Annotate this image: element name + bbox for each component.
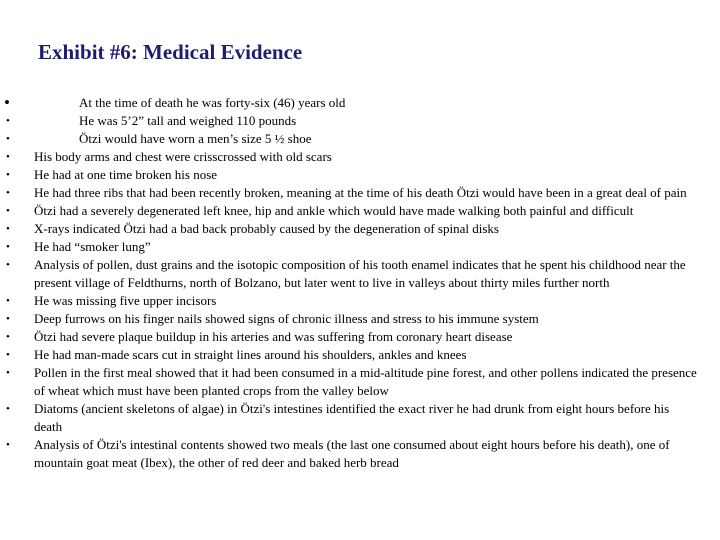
list-item [0, 238, 700, 256]
list-item-text: X-rays indicated Ötzi had a bad back probably caused by the degeneration of spinal disks [34, 221, 499, 236]
bullet-icon: • [6, 223, 10, 235]
list-item-text: He was missing five upper incisors [34, 293, 217, 308]
list-item-text: His body arms and chest were crisscrossed with old scars [34, 149, 332, 164]
bullet-icon: • [6, 439, 10, 451]
list-item [0, 94, 700, 112]
bullet-icon: • [6, 205, 10, 217]
bullet-icon: • [6, 151, 10, 163]
list-item-text: He had “smoker lung” [34, 239, 151, 254]
bullet-icon: • [6, 133, 10, 145]
bullet-icon: • [4, 93, 10, 112]
slide-title: Exhibit #6: Medical Evidence [38, 40, 303, 64]
list-item [0, 400, 700, 436]
list-item [0, 202, 700, 220]
list-item [0, 184, 700, 202]
list-item-text: Deep furrows on his finger nails showed signs of chronic illness and stress to his immune system [34, 311, 539, 326]
list-item-text: Ötzi would have worn a men’s size 5 ½ shoe [79, 131, 312, 146]
bullet-icon: • [6, 115, 10, 127]
list-item [0, 328, 700, 346]
list-item-text: Pollen in the first meal showed that it had been consumed in a mid-altitude pine forest, and other pollens indicated the presence of wheat which must have been planted crops from the valley below [34, 365, 697, 398]
list-item [0, 436, 700, 472]
list-item [0, 130, 700, 148]
list-item-text: Analysis of pollen, dust grains and the isotopic composition of his tooth enamel indicates that he spent his childhood near the present village of Feldthurns, north of Bolzano, but later went to live in valleys about thirty miles further north [34, 257, 686, 290]
list-item-text: Ötzi had a severely degenerated left knee, hip and ankle which would have made walking both painful and difficult [34, 203, 634, 218]
list-item-text: He had three ribs that had been recently broken, meaning at the time of his death Ötzi would have been in a great deal of pain [34, 185, 687, 200]
list-item [0, 256, 700, 292]
list-item-text: He was 5’2” tall and weighed 110 pounds [79, 113, 297, 128]
list-item-text: He had man-made scars cut in straight lines around his shoulders, ankles and knees [34, 347, 467, 362]
list-item [0, 112, 700, 130]
list-item [0, 148, 700, 166]
bullet-icon: • [6, 403, 10, 415]
bullet-icon: • [6, 169, 10, 181]
bullet-icon: • [6, 367, 10, 379]
list-item-text: Analysis of Ötzi's intestinal contents showed two meals (the last one consumed about eight hours before his death), one of mountain goat meat (Ibex), the other of red deer and baked herb bread [34, 437, 670, 470]
list-item [0, 292, 700, 310]
bullet-icon: • [6, 241, 10, 253]
bullet-icon: • [6, 331, 10, 343]
bullet-icon: • [6, 295, 10, 307]
bullet-icon: • [6, 187, 10, 199]
list-item-text: He had at one time broken his nose [34, 167, 218, 182]
list-item-text: Ötzi had severe plaque buildup in his arteries and was suffering from coronary heart disease [34, 329, 513, 344]
evidence-list [0, 94, 700, 472]
list-item [0, 220, 700, 238]
list-item [0, 166, 700, 184]
bullet-icon: • [6, 259, 10, 271]
list-item-text: Diatoms (ancient skeletons of algae) in Ötzi's intestines identified the exact river he had drunk from eight hours before his death [34, 401, 670, 434]
list-item [0, 364, 700, 400]
list-item-text: At the time of death he was forty-six (46) years old [79, 95, 346, 110]
bullet-icon: • [6, 349, 10, 361]
list-item [0, 310, 700, 328]
list-item [0, 346, 700, 364]
bullet-icon: • [6, 313, 10, 325]
